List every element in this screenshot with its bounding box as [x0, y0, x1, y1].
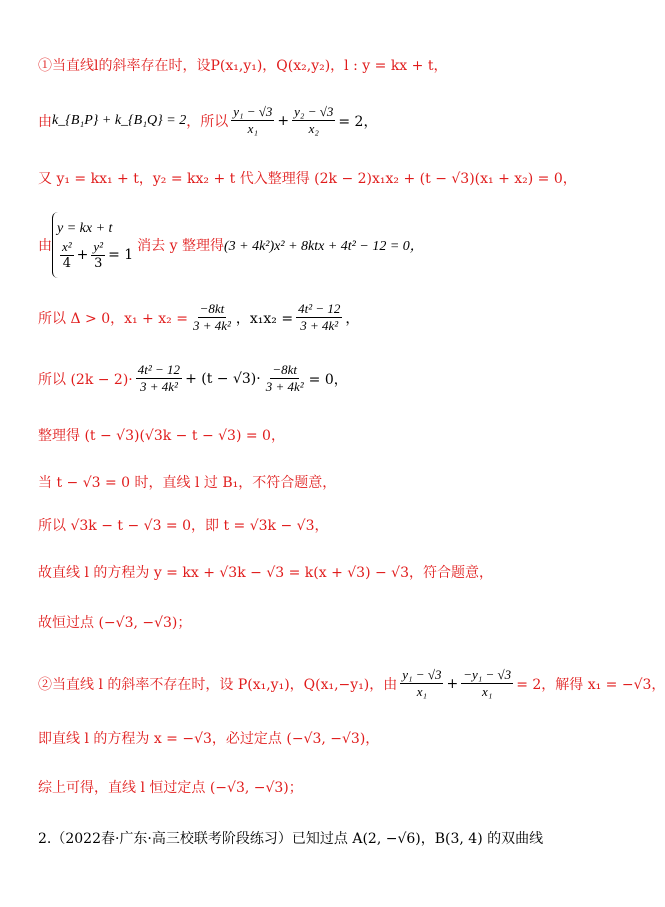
- solution-line-8: 当 t − √3 = 0 时，直线 l 过 B₁，不符合题意，: [38, 475, 337, 491]
- fraction: $\frac{\text{y₁ − √3}}{\text{x₁}}$: [233, 104, 273, 136]
- solution-line-11: 故恒过点 (−√3, −√3)；: [38, 615, 192, 631]
- fraction: $\frac{\text{y₂ − √3}}{\text{x₂}}$: [294, 104, 334, 136]
- solution-line-1: ①当直线l的斜率存在时，设P(x₁,y₁)，Q(x₂,y₂)，l : y = kx + t，: [38, 58, 448, 74]
- problem-2-statement: 2.（2022春·广东·高三校联考阶段练习）已知过点 A(2, −√6)，B(3, 4) 的双曲线: [38, 831, 544, 847]
- solution-line-4: 由 y = kx + t $\frac{\text{x²}}{4}$ + $\frac{\text{y²}}{3}$ = 1 消去 y 整理得 (3 + 4k²)x² + 8ktx + 4t² − 12 = 0，: [38, 212, 424, 278]
- solution-line-14: 综上可得，直线 l 恒过定点 (−√3, −√3)；: [38, 780, 303, 796]
- solution-line-5: 所以 Δ > 0，x₁ + x₂ = $\frac{-8kt}{\text{3 + 4k²}}$ ，x₁x₂ = $\frac{\text{4t² − 12}}{\text{3 + 4k²}}$ ，: [38, 301, 360, 333]
- solution-line-12: ②当直线 l 的斜率不存在时，设 P(x₁,y₁)，Q(x₁,−y₁)，由 $\frac{\text{y₁ − √3}}{\text{x₁}}$ + $\frac{\text{−y₁ − √3}}{\text{x₁}}$ = 2，解得 x₁ = −√3，: [38, 667, 665, 699]
- solution-line-9: 所以 √3k − t − √3 = 0，即 t = √3k − √3，: [38, 518, 329, 534]
- equation-system: y = kx + t $\frac{\text{x²}}{4}$ + $\frac{\text{y²}}{3}$ = 1: [52, 212, 133, 278]
- solution-line-3: 又 y₁ = kx₁ + t，y₂ = kx₂ + t 代入整理得 (2k − 2)x₁x₂ + (t − √3)(x₁ + x₂) = 0，: [38, 171, 577, 187]
- solution-line-10: 故直线 l 的方程为 y = kx + √3k − √3 = k(x + √3) − √3，符合题意，: [38, 565, 493, 581]
- solution-line-13: 即直线 l 的方程为 x = −√3，必过定点 (−√3, −√3)，: [38, 731, 380, 747]
- solution-line-2: 由 k_{B₁P} + k_{B₁Q} = 2 ，所以 $\frac{\text{y₁ − √3}}{\text{x₁}}$ + $\frac{\text{y₂ − √3}}{\text{x₂}}$ = 2，: [38, 104, 378, 136]
- solution-line-7: 整理得 (t − √3)(√3k − t − √3) = 0，: [38, 428, 285, 444]
- solution-line-6: 所以 (2k − 2)· $\frac{\text{4t² − 12}}{\text{3 + 4k²}}$ + (t − √3)· $\frac{-8kt}{\text{3 + 4k²}}$ = 0，: [38, 362, 348, 394]
